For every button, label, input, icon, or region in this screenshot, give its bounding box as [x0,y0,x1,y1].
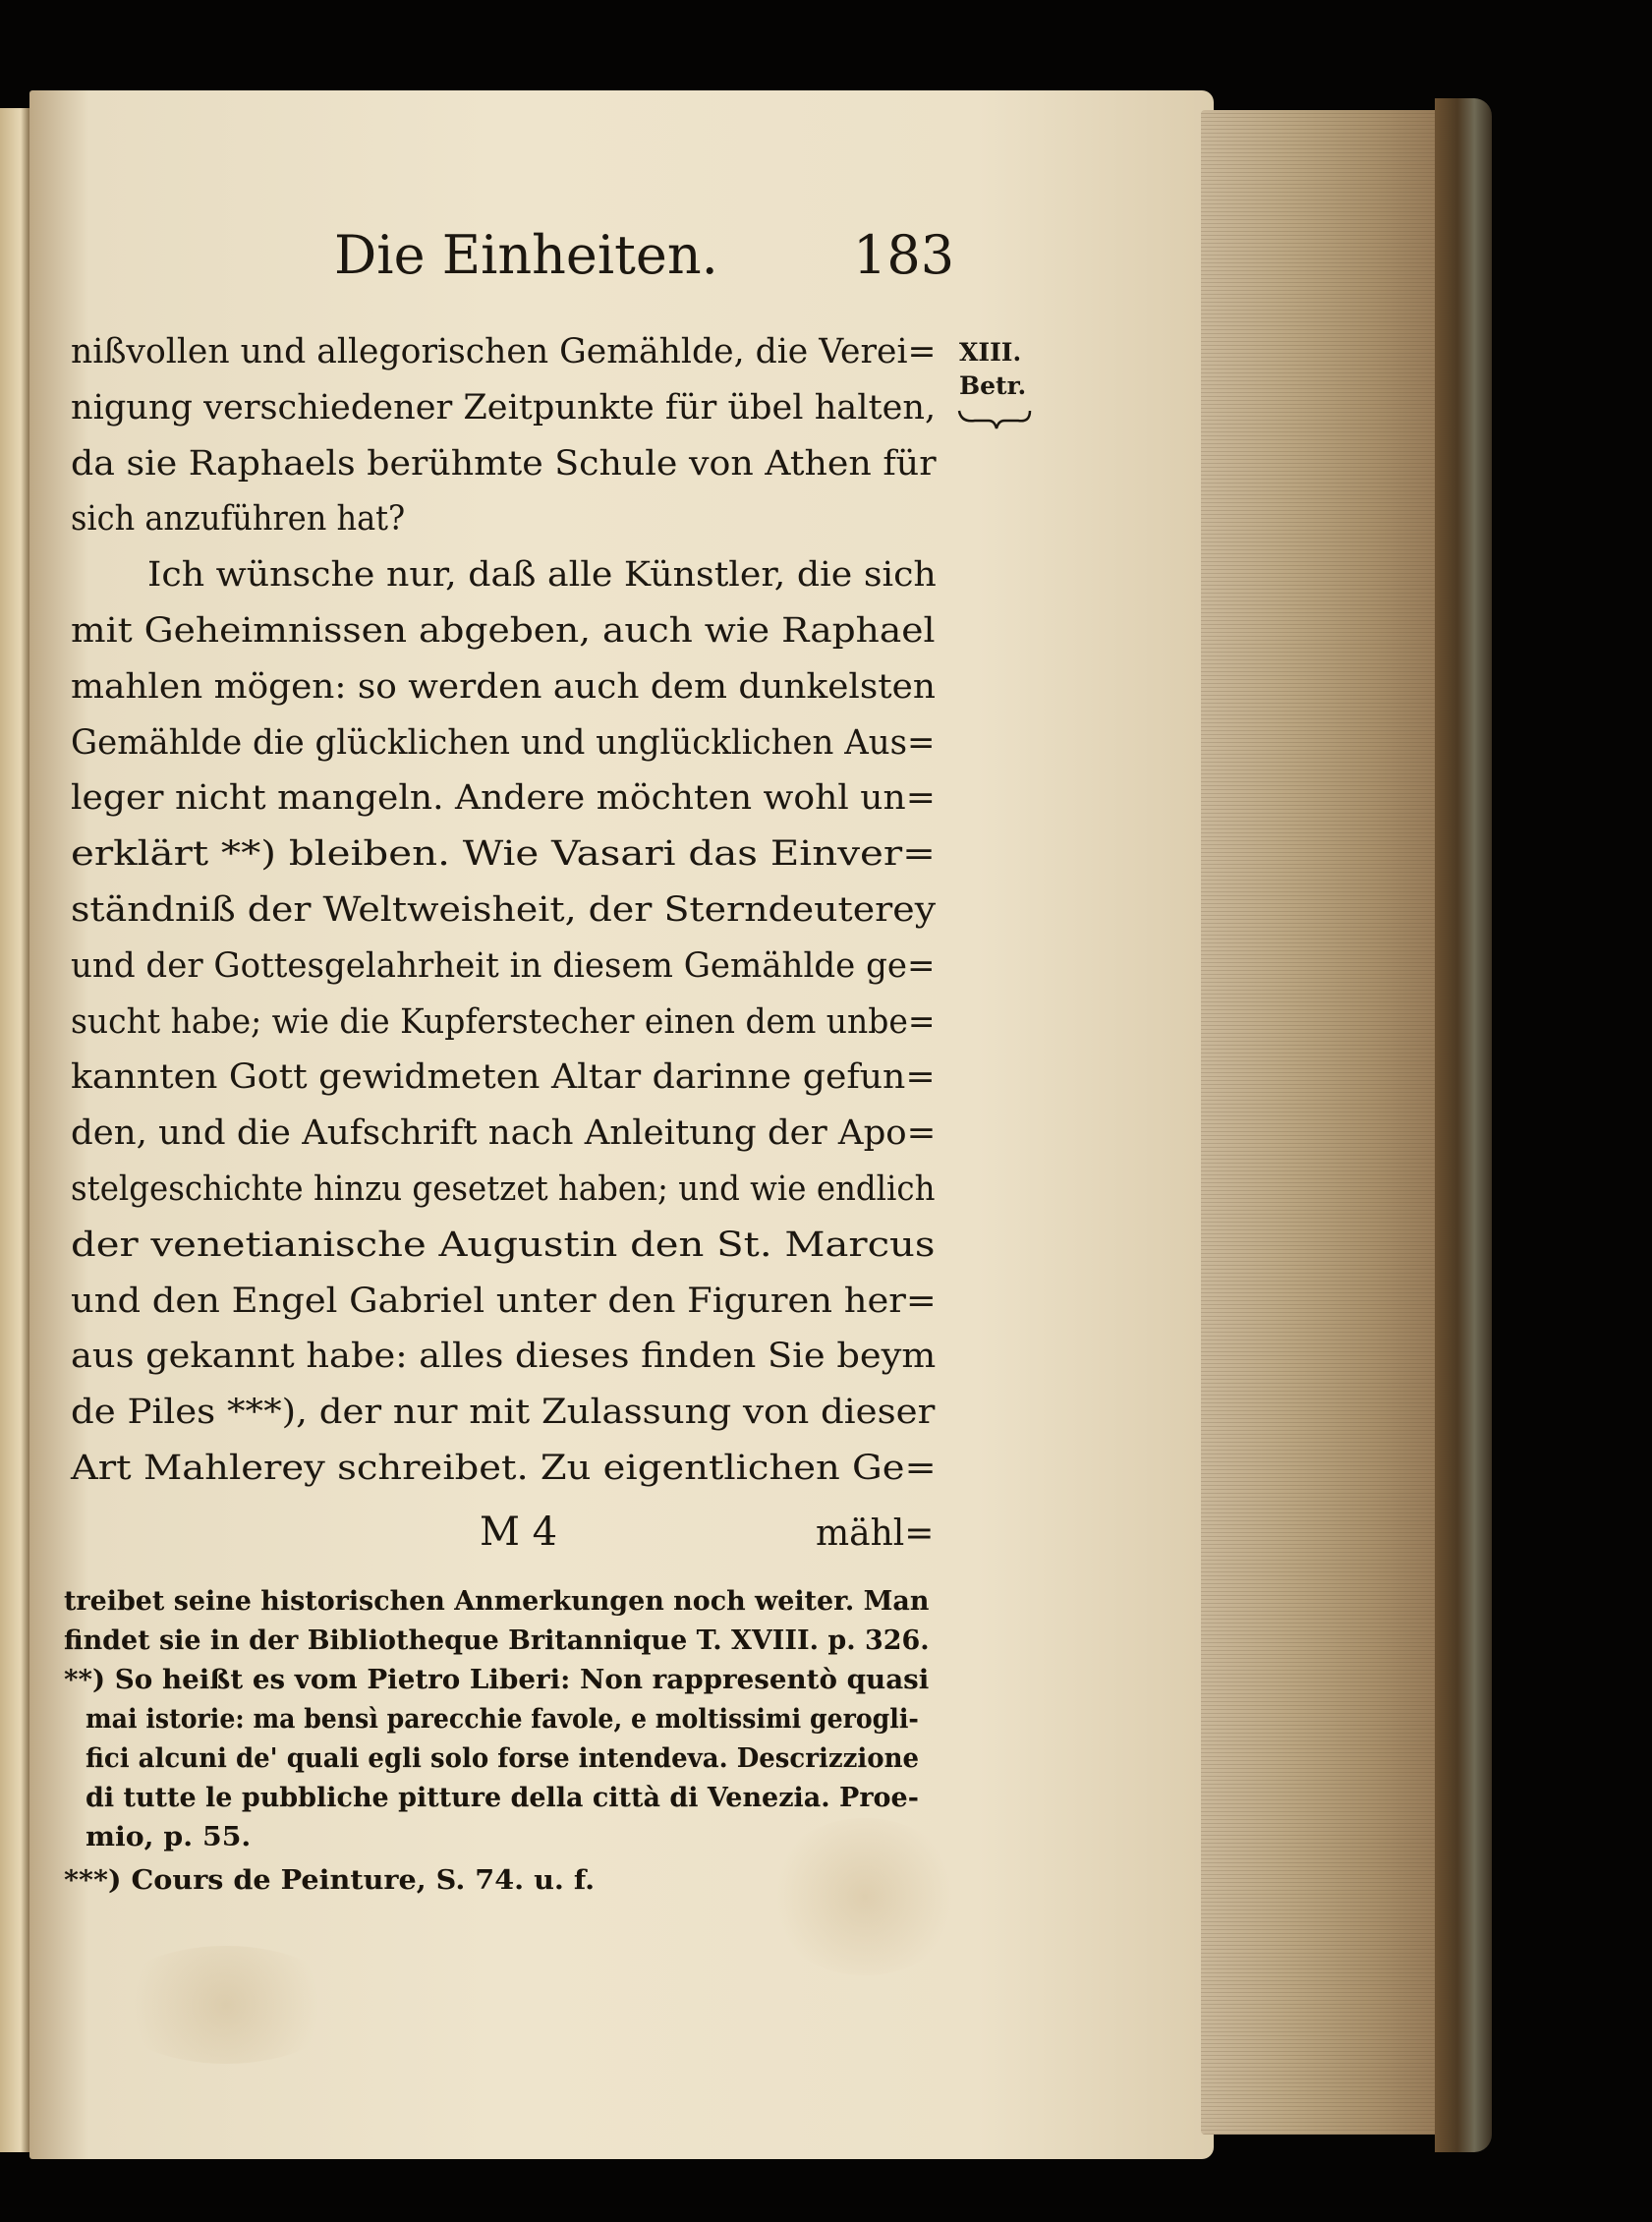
brace-icon [955,407,1034,430]
book-fore-edge [1201,110,1449,2135]
left-page-edge [0,108,29,2152]
body-line: aus gekannt habe: alles dieses finden Sie beym [71,1337,937,1377]
body-line: leger nicht mangeln. Andere möchten wohl un= [71,778,936,819]
footnote-rule [74,1563,929,1565]
body-line: da sie Raphaels berühmte Schule von Athen für [71,443,937,484]
signature-mark: M 4 [480,1510,558,1555]
body-line: mahlen mögen: so werden auch dem dunkelsten [71,666,936,707]
paper-stain [108,1946,344,2064]
body-line: erklärt **) bleiben. Wie Vasari das Einver= [71,834,936,875]
body-line: sich anzuführen hat? [71,499,406,540]
body-line: stelgeschichte hinzu gesetzet haben; und wie endlich [71,1169,936,1209]
footnote-line: findet sie in der Bibliotheque Britannique T. XVIII. p. 326. [64,1625,930,1656]
book-cover-board [1435,98,1492,2152]
footnote-line: treibet seine historischen Anmerkungen noch weiter. Man [64,1586,930,1617]
catchword: mähl= [816,1513,935,1554]
footnote-line: di tutte le pubbliche pitture della città di Venezia. Proe- [85,1783,919,1813]
margin-note-line: XIII. [959,338,1022,367]
body-line: Ich wünsche nur, daß alle Künstler, die sich [147,555,937,596]
body-line: ständniß der Weltweisheit, der Sterndeuterey [71,890,937,930]
body-line: den, und die Aufschrift nach Anleitung der Apo= [71,1113,937,1154]
body-line: Art Mahlerey schreibet. Zu eigentlichen Ge= [71,1449,937,1488]
page-number: 183 [853,224,955,286]
body-line: nißvollen und allegorischen Gemählde, die Verei= [71,332,937,371]
margin-note-line: Betr. [959,371,1027,400]
body-line: sucht habe; wie die Kupferstecher einen dem unbe= [71,1001,936,1042]
footnote-line: mai istorie: ma bensì parecchie favole, e moltissimi gerogli- [85,1704,919,1735]
body-line: de Piles ***), der nur mit Zulassung von dieser [71,1393,936,1433]
body-line: Gemählde die glücklichen und unglücklichen Aus= [71,722,936,763]
footnote-line: fici alcuni de' quali egli solo forse intendeva. Descrizzione [85,1743,920,1774]
body-line: nigung verschiedener Zeitpunkte für übel halten, [71,387,937,427]
body-line: mit Geheimnissen abgeben, auch wie Raphael [71,611,936,651]
body-line: und den Engel Gabriel unter den Figuren her= [71,1281,937,1321]
body-line: der venetianische Augustin den St. Marcus [71,1225,936,1265]
body-line: und der Gottesgelahrheit in diesem Gemählde ge= [71,945,936,986]
paper-stain [767,1818,963,1975]
footnote-line: mio, p. 55. [85,1822,252,1852]
running-title: Die Einheiten. [334,224,718,286]
body-line: kannten Gott gewidmeten Altar darinne gefun= [71,1057,936,1098]
margin-note [959,336,1026,403]
footnote-line: ***) Cours de Peinture, S. 74. u. f. [64,1865,596,1896]
footnote-line: **) So heißt es vom Pietro Liberi: Non rappresentò quasi [64,1665,930,1695]
